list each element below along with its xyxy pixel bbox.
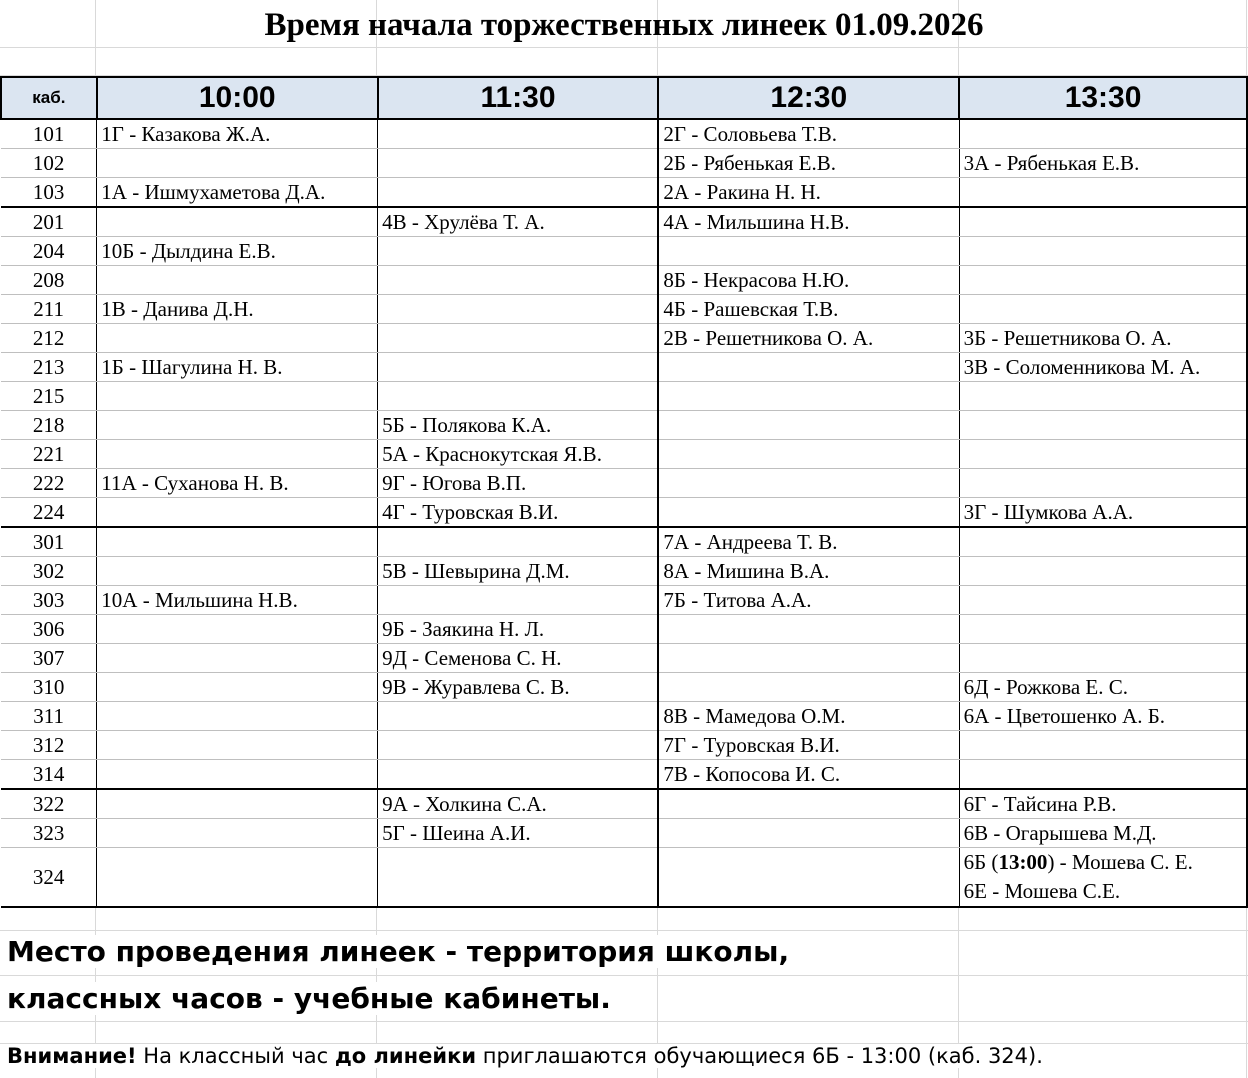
class-cell: 1А - Ишмухаметова Д.А.	[97, 178, 378, 208]
class-cell	[658, 615, 959, 644]
table-row	[1, 586, 1247, 615]
class-cell: 8А - Мишина В.А.	[658, 557, 959, 586]
column-header-1000: 10:00	[97, 77, 378, 119]
table-row	[1, 644, 1247, 673]
location-note-line1: Место проведения линеек - территория школы,	[7, 935, 790, 968]
class-cell	[378, 848, 659, 908]
class-cell	[959, 237, 1247, 266]
table-body	[1, 119, 1247, 907]
cabinet-number: 312	[1, 731, 97, 760]
table-header-row	[1, 77, 1247, 119]
table-row	[1, 353, 1247, 382]
class-cell	[97, 440, 378, 469]
class-cell	[959, 731, 1247, 760]
class-cell: 6А - Цветошенко А. Б.	[959, 702, 1247, 731]
class-cell	[97, 266, 378, 295]
class-cell	[658, 498, 959, 528]
class-cell	[658, 673, 959, 702]
class-cell	[959, 382, 1247, 411]
cabinet-number: 215	[1, 382, 97, 411]
class-cell: 10Б - Дылдина Е.В.	[97, 237, 378, 266]
class-cell	[97, 149, 378, 178]
table-row	[1, 702, 1247, 731]
class-cell	[97, 557, 378, 586]
class-cell: 9В - Журавлева С. В.	[378, 673, 659, 702]
table-row	[1, 557, 1247, 586]
class-cell: 4В - Хрулёва Т. А.	[378, 207, 659, 237]
class-cell	[658, 440, 959, 469]
class-cell: 5А - Краснокутская Я.В.	[378, 440, 659, 469]
class-cell	[97, 498, 378, 528]
class-cell: 3Г - Шумкова А.А.	[959, 498, 1247, 528]
cabinet-number: 103	[1, 178, 97, 208]
table-row	[1, 819, 1247, 848]
cabinet-number: 211	[1, 295, 97, 324]
class-cell	[959, 295, 1247, 324]
table-row	[1, 440, 1247, 469]
class-cell	[378, 731, 659, 760]
column-header-cab: каб.	[1, 77, 97, 119]
class-cell: 10А - Мильшина Н.В.	[97, 586, 378, 615]
table-row	[1, 615, 1247, 644]
class-cell	[378, 119, 659, 149]
class-cell	[959, 586, 1247, 615]
class-cell: 7Г - Туровская В.И.	[658, 731, 959, 760]
class-cell	[959, 207, 1247, 237]
table-row	[1, 469, 1247, 498]
class-cell: 7Б - Титова А.А.	[658, 586, 959, 615]
class-cell: 1В - Данива Д.Н.	[97, 295, 378, 324]
class-cell	[97, 731, 378, 760]
class-cell	[378, 295, 659, 324]
attention-label: Внимание!	[7, 1044, 137, 1068]
table-row	[1, 411, 1247, 440]
class-cell: 2В - Решетникова О. А.	[658, 324, 959, 353]
class-text: ) - Мошева С. Е.	[1047, 850, 1193, 874]
sheet-gridline	[0, 47, 1248, 48]
class-cell	[97, 760, 378, 790]
class-cell	[378, 178, 659, 208]
table-row	[1, 789, 1247, 819]
cabinet-number: 303	[1, 586, 97, 615]
cabinet-number: 201	[1, 207, 97, 237]
class-cell	[378, 149, 659, 178]
class-cell: 11А - Суханова Н. В.	[97, 469, 378, 498]
class-cell	[378, 586, 659, 615]
table-row	[1, 527, 1247, 557]
class-cell: 7А - Андреева Т. В.	[658, 527, 959, 557]
class-cell: 8Б - Некрасова Н.Ю.	[658, 266, 959, 295]
class-cell	[97, 673, 378, 702]
class-cell	[658, 469, 959, 498]
class-cell-line	[964, 848, 1246, 877]
class-cell: 2Б - Рябенькая Е.В.	[658, 149, 959, 178]
class-cell	[378, 760, 659, 790]
class-cell	[378, 237, 659, 266]
class-cell	[97, 702, 378, 731]
class-cell: 7В - Копосова И. С.	[658, 760, 959, 790]
table-row	[1, 207, 1247, 237]
cabinet-number: 306	[1, 615, 97, 644]
cabinet-number: 301	[1, 527, 97, 557]
class-cell	[959, 557, 1247, 586]
class-cell	[378, 324, 659, 353]
table-row	[1, 149, 1247, 178]
class-cell	[97, 789, 378, 819]
table-row	[1, 237, 1247, 266]
class-cell: 5В - Шевырина Д.М.	[378, 557, 659, 586]
class-cell	[97, 324, 378, 353]
class-cell: 9Д - Семенова С. Н.	[378, 644, 659, 673]
cabinet-number: 314	[1, 760, 97, 790]
table-row	[1, 266, 1247, 295]
cabinet-number: 101	[1, 119, 97, 149]
cabinet-number: 307	[1, 644, 97, 673]
class-cell: 4Г - Туровская В.И.	[378, 498, 659, 528]
sheet-gridline	[0, 1021, 1248, 1022]
class-cell: 1Б - Шагулина Н. В.	[97, 353, 378, 382]
class-cell	[959, 178, 1247, 208]
class-cell: 9Б - Заякина Н. Л.	[378, 615, 659, 644]
cabinet-number: 322	[1, 789, 97, 819]
table-row	[1, 382, 1247, 411]
class-cell	[959, 644, 1247, 673]
class-cell	[378, 382, 659, 411]
cabinet-number: 311	[1, 702, 97, 731]
class-cell	[97, 644, 378, 673]
sheet-gridline	[0, 930, 1248, 931]
class-cell	[97, 819, 378, 848]
cabinet-number: 224	[1, 498, 97, 528]
class-cell	[658, 789, 959, 819]
class-cell	[658, 237, 959, 266]
column-header-1330: 13:30	[959, 77, 1247, 119]
cabinet-number: 222	[1, 469, 97, 498]
table-row	[1, 324, 1247, 353]
cabinet-number: 302	[1, 557, 97, 586]
cabinet-number: 221	[1, 440, 97, 469]
cabinet-number: 212	[1, 324, 97, 353]
class-cell	[97, 411, 378, 440]
column-header-1230: 12:30	[658, 77, 959, 119]
class-cell	[959, 848, 1247, 908]
table-row	[1, 731, 1247, 760]
attention-emphasis: до линейки	[334, 1044, 477, 1068]
page-title: Время начала торжественных линеек 01.09.2026	[264, 7, 984, 43]
class-cell	[378, 353, 659, 382]
class-cell: 9Г - Югова В.П.	[378, 469, 659, 498]
class-cell: 4А - Мильшина Н.В.	[658, 207, 959, 237]
table-row	[1, 848, 1247, 908]
class-cell: 3А - Рябенькая Е.В.	[959, 149, 1247, 178]
class-cell	[97, 382, 378, 411]
class-cell	[97, 615, 378, 644]
class-cell	[97, 527, 378, 557]
class-cell: 5Г - Шеина А.И.	[378, 819, 659, 848]
class-cell	[959, 615, 1247, 644]
cabinet-number: 102	[1, 149, 97, 178]
class-cell	[959, 119, 1247, 149]
cabinet-number: 213	[1, 353, 97, 382]
class-cell	[959, 411, 1247, 440]
sheet-gridline	[0, 975, 1248, 976]
column-header-1130: 11:30	[378, 77, 659, 119]
cabinet-number: 324	[1, 848, 97, 908]
class-cell: 1Г - Казакова Ж.А.	[97, 119, 378, 149]
class-cell	[959, 266, 1247, 295]
class-cell	[658, 382, 959, 411]
class-cell	[658, 644, 959, 673]
class-cell	[959, 440, 1247, 469]
class-cell	[97, 207, 378, 237]
class-cell	[658, 411, 959, 440]
class-cell: 3В - Соломенникова М. А.	[959, 353, 1247, 382]
schedule-table	[0, 76, 1248, 908]
attention-text: приглашаются обучающиеся 6Б - 13:00 (каб. 324).	[476, 1044, 1043, 1068]
class-cell	[378, 266, 659, 295]
class-cell	[378, 702, 659, 731]
cabinet-number: 323	[1, 819, 97, 848]
class-cell: 6Г - Тайсина Р.В.	[959, 789, 1247, 819]
cabinet-number: 218	[1, 411, 97, 440]
class-cell	[97, 848, 378, 908]
cabinet-number: 208	[1, 266, 97, 295]
class-cell-line: 6Е - Мошева С.Е.	[963, 879, 1121, 903]
table-row	[1, 119, 1247, 149]
table-row	[1, 178, 1247, 208]
class-cell	[658, 819, 959, 848]
class-cell: 4Б - Рашевская Т.В.	[658, 295, 959, 324]
table-row	[1, 295, 1247, 324]
class-cell	[658, 848, 959, 908]
class-cell	[658, 353, 959, 382]
table-row	[1, 673, 1247, 702]
class-cell	[959, 527, 1247, 557]
class-text: 6Б (	[963, 850, 999, 874]
location-note-line2: классных часов - учебные кабинеты.	[7, 982, 611, 1015]
table-row	[1, 498, 1247, 528]
class-cell: 6В - Огарышева М.Д.	[959, 819, 1247, 848]
class-cell: 8В - Мамедова О.М.	[658, 702, 959, 731]
class-cell: 6Д - Рожкова Е. С.	[959, 673, 1247, 702]
cabinet-number: 310	[1, 673, 97, 702]
attention-note	[7, 1044, 1043, 1068]
class-cell: 5Б - Полякова К.А.	[378, 411, 659, 440]
cabinet-number: 204	[1, 237, 97, 266]
class-cell: 2А - Ракина Н. Н.	[658, 178, 959, 208]
class-cell	[959, 760, 1247, 790]
class-cell: 9А - Холкина С.А.	[378, 789, 659, 819]
table-row	[1, 760, 1247, 790]
class-time: 13:00	[998, 850, 1048, 874]
attention-text: На классный час	[136, 1044, 335, 1068]
class-cell	[378, 527, 659, 557]
class-cell	[959, 469, 1247, 498]
class-cell: 2Г - Соловьева Т.В.	[658, 119, 959, 149]
class-cell: 3Б - Решетникова О. А.	[959, 324, 1247, 353]
